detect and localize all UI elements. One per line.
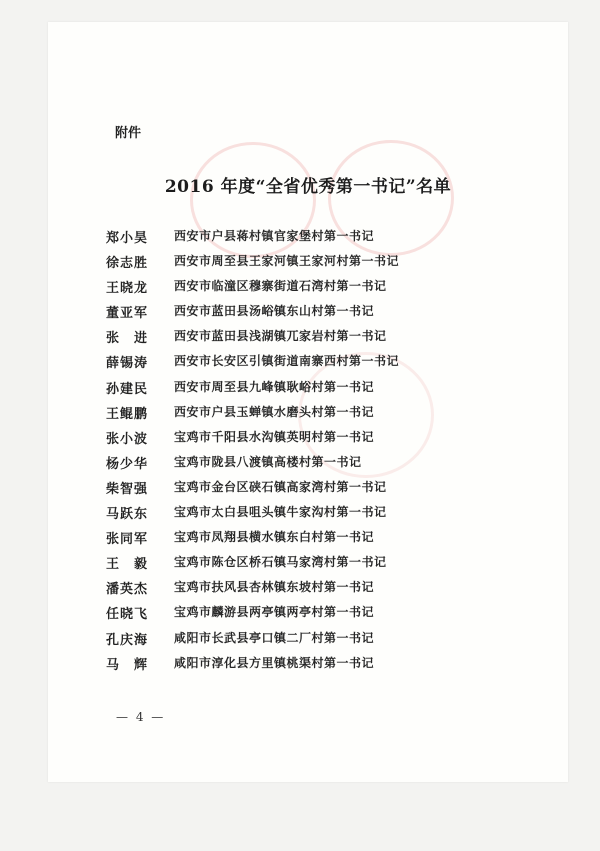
entry-name: 王鲲鹏 xyxy=(106,406,149,422)
entry-position: 西安市户县玉蝉镇水磨头村第一书记 xyxy=(174,404,375,419)
list-item xyxy=(106,327,506,352)
entry-name: 王 毅 xyxy=(106,557,149,573)
list-item xyxy=(106,553,506,578)
list-item xyxy=(106,227,506,252)
entry-position: 宝鸡市陇县八渡镇高楼村第一书记 xyxy=(174,454,362,469)
entry-position: 西安市蓝田县浅湖镇兀家岩村第一书记 xyxy=(174,329,387,344)
list-item xyxy=(106,629,506,654)
list-item xyxy=(106,654,506,679)
list-item xyxy=(106,277,506,302)
entry-name: 薛锡涛 xyxy=(106,356,149,372)
entry-position: 西安市户县蒋村镇官家堡村第一书记 xyxy=(174,229,375,243)
list-item xyxy=(106,352,506,377)
list-item xyxy=(106,528,506,553)
entry-position: 西安市周至县九峰镇耿峪村第一书记 xyxy=(174,379,375,394)
list-item xyxy=(106,252,506,277)
entry-name: 王晓龙 xyxy=(106,281,149,297)
document-page xyxy=(48,22,568,782)
list-item xyxy=(106,378,506,403)
entry-name: 马跃东 xyxy=(106,507,149,523)
entry-position: 宝鸡市金台区硖石镇高家湾村第一书记 xyxy=(174,479,387,494)
entry-name: 任晓飞 xyxy=(106,607,149,623)
list-item xyxy=(106,478,506,503)
entry-position: 宝鸡市陈仓区桥石镇马家湾村第一书记 xyxy=(174,555,387,570)
attachment-label: 附件 xyxy=(115,126,142,141)
entry-position: 西安市周至县王家河镇王家河村第一书记 xyxy=(174,254,400,269)
entry-position: 宝鸡市凤翔县横水镇东白村第一书记 xyxy=(174,530,375,545)
entry-name: 张小波 xyxy=(106,431,149,447)
entry-name: 徐志胜 xyxy=(106,256,149,272)
entry-position: 咸阳市长武县亭口镇二厂村第一书记 xyxy=(174,630,375,645)
list-item xyxy=(106,453,506,478)
entry-name: 张同军 xyxy=(106,532,149,548)
name-list xyxy=(106,227,506,679)
list-item xyxy=(106,428,506,453)
entry-name: 柴智强 xyxy=(106,481,149,497)
entry-name: 张 进 xyxy=(106,331,149,347)
entry-name: 郑小昊 xyxy=(106,231,149,246)
document-title: 2016 年度“全省优秀第一书记”名单 xyxy=(164,177,452,197)
page-number: — 4 — xyxy=(116,710,166,724)
entry-name: 潘英杰 xyxy=(106,582,149,598)
entry-position: 西安市蓝田县汤峪镇东山村第一书记 xyxy=(174,304,375,319)
entry-position: 宝鸡市麟游县两亭镇两亭村第一书记 xyxy=(174,605,375,620)
list-item xyxy=(106,578,506,603)
list-item xyxy=(106,403,506,428)
entry-name: 马 辉 xyxy=(106,657,149,673)
entry-name: 杨少华 xyxy=(106,456,149,472)
entry-name: 董亚军 xyxy=(106,306,149,322)
entry-position: 西安市临潼区穆寨街道石湾村第一书记 xyxy=(174,279,387,294)
entry-name: 孙建民 xyxy=(106,381,149,397)
list-item xyxy=(106,302,506,327)
list-item xyxy=(106,603,506,628)
entry-position: 咸阳市淳化县方里镇桃渠村第一书记 xyxy=(174,655,375,670)
entry-position: 宝鸡市太白县咀头镇牛家沟村第一书记 xyxy=(174,505,387,520)
entry-position: 宝鸡市千阳县水沟镇英明村第一书记 xyxy=(174,429,375,444)
list-item xyxy=(106,503,506,528)
entry-name: 孔庆海 xyxy=(106,632,149,648)
entry-position: 宝鸡市扶风县杏林镇东坡村第一书记 xyxy=(174,580,375,595)
entry-position: 西安市长安区引镇街道南寨西村第一书记 xyxy=(174,354,400,369)
